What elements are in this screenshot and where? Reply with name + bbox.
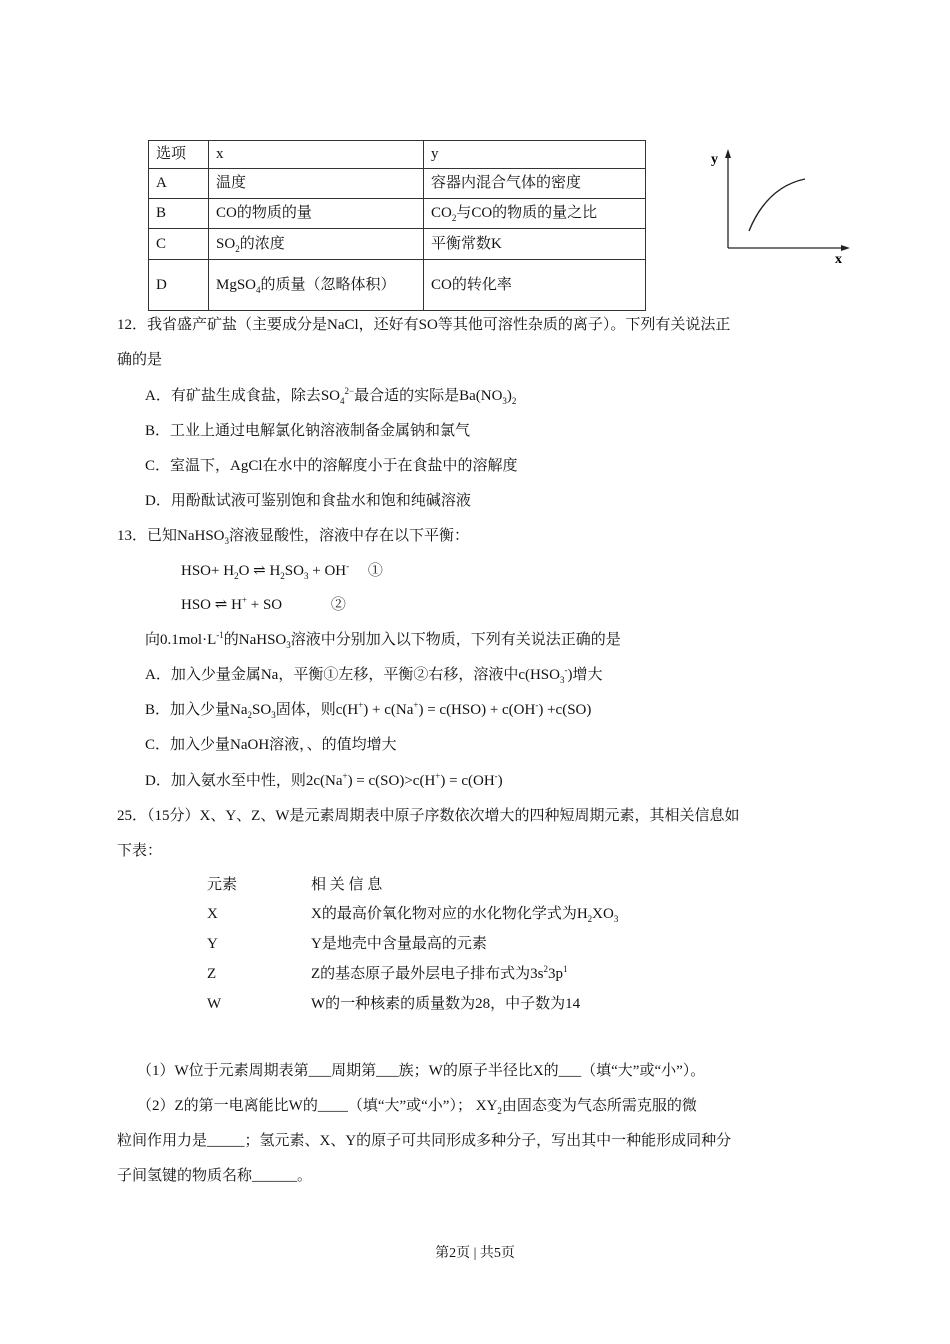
header-cell: x [209, 141, 424, 169]
text-line: 子间氢键的物质名称______。 [117, 1168, 313, 1184]
y-cell: $CO_2$与CO的物质的量之比 [424, 199, 646, 229]
option-cell: A [149, 169, 209, 199]
option-cell: D [149, 260, 209, 311]
text-line: D．加入氨水至中性，则2c(Na+) = c(SO)>c(H+) = c(OH-) [145, 771, 503, 789]
superscript: + [435, 771, 441, 781]
superscript: - [494, 771, 498, 781]
subscript: 3 [271, 710, 276, 720]
text-line: D．用酚酞试液可鉴别饱和食盐水和饱和纯碱溶液 [145, 493, 471, 509]
superscript: + [342, 771, 348, 781]
subscript: 2 [280, 571, 285, 581]
text-line: HSO ⇌ H+ + SO ② [181, 595, 346, 613]
table-row [149, 260, 646, 311]
subscript: 3 [224, 536, 229, 546]
subscript: 4 [256, 284, 261, 295]
subscript: 2 [247, 710, 252, 720]
option-cell: B [149, 199, 209, 229]
y-axis-label: y [711, 152, 718, 167]
superscript: 2− [344, 386, 355, 396]
text-line: 13．已知NaHSO$_3$溶液显酸性，溶液中存在以下平衡： [117, 528, 470, 546]
subscript: 4 [340, 396, 345, 406]
text-line: 12．我省盛产矿盐（主要成分是NaCl，还好有SO等其他可溶性杂质的离子）。下列有关说法正 [117, 317, 731, 333]
element-symbol: Z [207, 966, 217, 982]
curve [749, 179, 805, 231]
x-cell: MgSO$_4$的质量（忽略体积） [209, 260, 424, 311]
text-line: （2）Z的第一电离能比W的____（填“大”或“小”）； $XY_2$由固态变为气态所需克服的微 [137, 1098, 697, 1116]
superscript: - [346, 561, 350, 571]
text-line: 粒间作用力是_____；氢元素、X、Y的原子可共同形成多种分子，写出其中一种能形成同种分 [117, 1133, 732, 1149]
x-axis-label: x [835, 252, 842, 267]
subscript: 3 [560, 675, 565, 685]
subscript: 3 [303, 571, 309, 581]
subscript: 3 [613, 914, 619, 924]
xy-graph [705, 145, 855, 270]
elements-header-info: 相 关 信 息 [311, 877, 383, 893]
x-cell: $SO_2$的浓度 [209, 229, 424, 260]
subscript: 2 [587, 914, 593, 924]
option-cell: C [149, 229, 209, 260]
superscript: - [564, 665, 568, 675]
text-line: A．有矿盐生成食盐，除去$SO_4^{2-}$最合适的实际是$Ba(NO_3)_2$ [145, 386, 517, 406]
superscript: + [241, 595, 247, 605]
x-arrow-icon [841, 245, 850, 251]
element-info: Y是地壳中含量最高的元素 [311, 936, 487, 952]
y-cell: 平衡常数K [424, 229, 646, 260]
element-info: X的最高价氧化物对应的水化物化学式为$H_2XO_3$ [311, 906, 619, 924]
superscript: 2 [543, 964, 549, 974]
x-cell: CO的物质的量 [209, 199, 424, 229]
element-symbol: Y [207, 936, 218, 952]
subscript: 2 [511, 396, 517, 406]
superscript: + [358, 700, 364, 710]
text-line: 向$0.1mol\cdot L^{-1}$的NaHSO$_3$溶液中分别加入以下物质，下列有关说法正确的是 [145, 630, 621, 650]
text-line: C．加入少量NaOH溶液，、的值均增大 [145, 737, 397, 753]
options-table [148, 140, 646, 311]
superscript: 1 [563, 964, 568, 974]
table-row [149, 229, 646, 260]
subscript: 2 [497, 1106, 502, 1116]
text-line: 下表： [117, 843, 163, 859]
superscript: -1 [216, 630, 224, 640]
element-info: W的一种核素的质量数为28，中子数为14 [311, 996, 581, 1012]
table-row [149, 169, 646, 199]
superscript: - [535, 700, 539, 710]
subscript: 2 [451, 213, 457, 223]
table-header-row [149, 141, 646, 169]
subscript: 2 [235, 243, 240, 254]
subscript: 2 [234, 571, 239, 581]
elements-header-element: 元素 [207, 877, 238, 893]
subscript: 3 [502, 396, 507, 406]
text-line: A．加入少量金属Na，平衡①左移，平衡②右移，溶液中$c(HSO_3^-)$增大 [145, 665, 603, 685]
text-line: $HSO+ H_2O$ ⇌ $H_2SO_3 + OH^-$ ① [181, 561, 383, 581]
element-symbol: X [207, 906, 218, 922]
text-line: C．室温下，AgCl在水中的溶解度小于在食盐中的溶解度 [145, 458, 518, 474]
element-info: Z的基态原子最外层电子排布式为$3s^23p^1$ [311, 964, 568, 982]
subscript: 3 [286, 640, 291, 650]
page-footer: 第2页 | 共5页 [435, 1246, 515, 1261]
y-cell: CO的转化率 [424, 260, 646, 311]
header-cell: y [424, 141, 646, 169]
table-row [149, 199, 646, 229]
text-line: 确的是 [117, 352, 163, 368]
y-cell: 容器内混合气体的密度 [424, 169, 646, 199]
header-cell: 选项 [149, 141, 209, 169]
y-arrow-icon [725, 149, 731, 158]
text-line: 25．（15分）X、Y、Z、W是元素周期表中原子序数依次增大的四种短周期元素，其相关信息如 [117, 808, 740, 824]
text-line: B．加入少量$Na_2SO_3$固体，则c(H+) + c(Na+) = c(HSO) + c(OH-) +c(SO) [145, 700, 592, 720]
text-line: B．工业上通过电解氯化钠溶液制备金属钠和氯气 [145, 423, 471, 439]
text-line: （1）W位于元素周期表第___周期第___族；W的原子半径比X的___（填“大”或“小”）。 [137, 1063, 706, 1079]
x-cell: 温度 [209, 169, 424, 199]
superscript: + [413, 700, 419, 710]
element-symbol: W [207, 996, 222, 1012]
